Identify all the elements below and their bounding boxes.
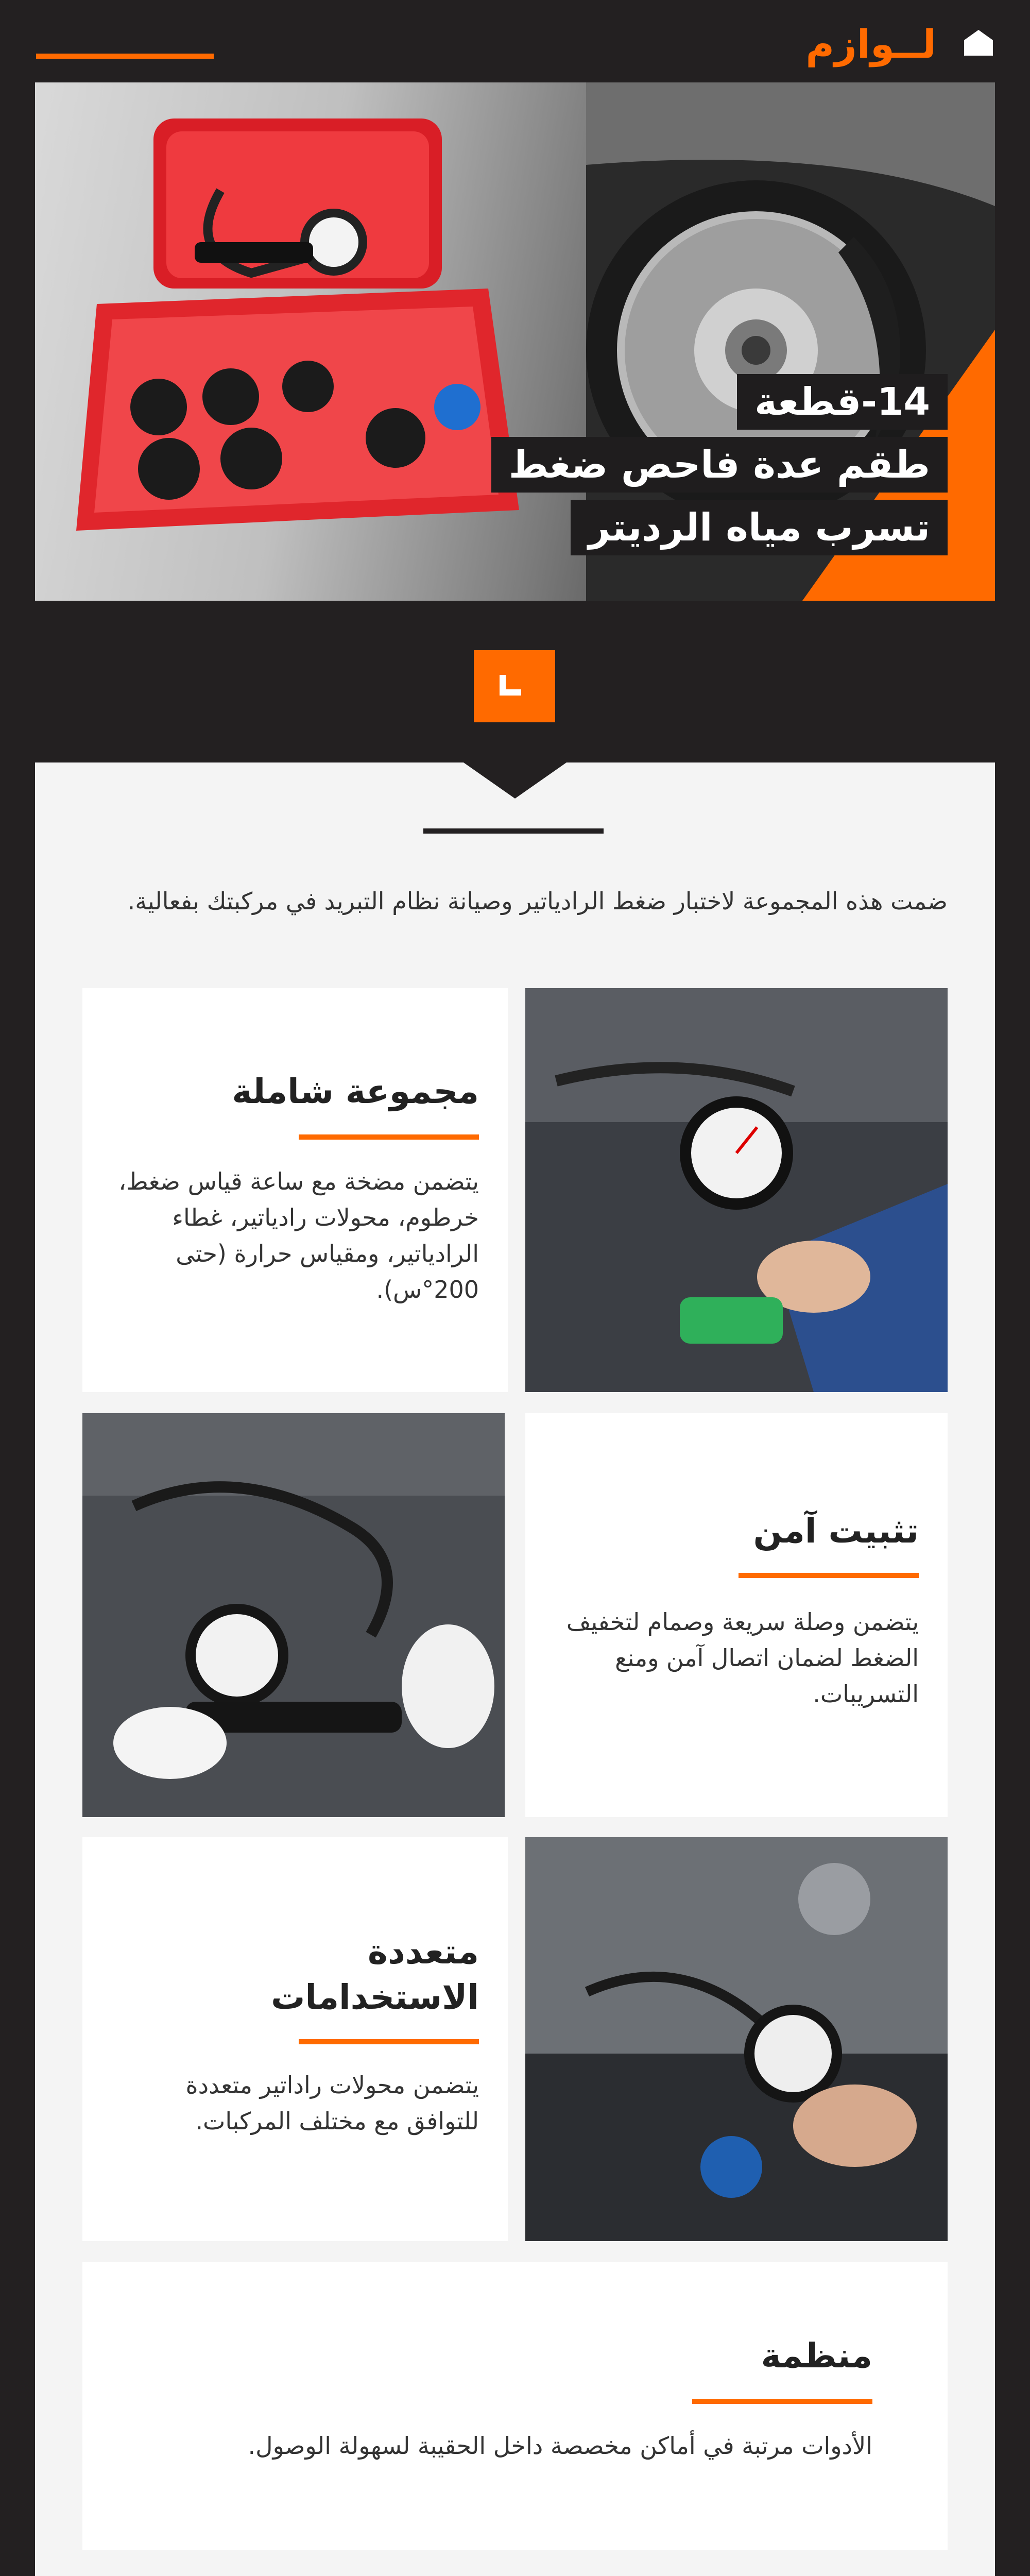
- intro-divider: [423, 828, 604, 834]
- panel-notch: [464, 762, 566, 799]
- feature-card-comprehensive: [82, 988, 508, 1392]
- feature-body: يتضمن محولات راداتير متعددة للتوافق مع مختلف المركبات.: [185, 2071, 479, 2135]
- feature-title-underline: [299, 2039, 479, 2044]
- intro-text: ضمت هذه المجموعة لاختبار ضغط الرادياتير وصيانة نظام التبريد في مركبتك بفعالية.: [127, 887, 948, 915]
- tool-case-illustration: [66, 118, 529, 567]
- feature-card-versatile: [82, 1837, 508, 2241]
- feature-title-underline: [739, 1573, 919, 1578]
- feature-title-line1: متعددة: [367, 1932, 479, 1972]
- section-badge: [474, 650, 555, 722]
- feature-title: تثبيت آمن: [753, 1511, 919, 1551]
- feature-title: مجموعة شاملة: [232, 1072, 479, 1111]
- feature-body: يتضمن وصلة سريعة وصمام لتخفيف الضغط لضمان اتصال آمن ومنع التسريبات.: [566, 1608, 919, 1708]
- feature-photo-radiator-test: [525, 1837, 948, 2241]
- hero-title-line2: طقم عدة فاحص ضغط: [491, 437, 948, 493]
- l-letter-icon: [500, 675, 521, 696]
- brand-logo: [742, 21, 994, 67]
- feature-photo-hand-pump: [82, 1413, 505, 1817]
- house-icon: [963, 29, 994, 57]
- hero-banner: [35, 82, 995, 601]
- feature-body: الأدوات مرتبة في أماكن مخصصة داخل الحقيبة لسهولة الوصول.: [248, 2432, 872, 2460]
- feature-title-line2: الاستخدامات: [271, 1977, 479, 2017]
- header-divider: [36, 54, 214, 59]
- brand-name: لــوازم: [805, 21, 936, 67]
- feature-card-organized: [82, 2262, 948, 2550]
- hero-title-line3: تسرب مياه الرديتر: [571, 500, 948, 555]
- feature-photo-engine-gauge: [525, 988, 948, 1392]
- feature-title: منظمة: [761, 2336, 872, 2376]
- feature-title-underline: [692, 2399, 872, 2404]
- feature-card-secure-fit: [525, 1413, 948, 1817]
- hero-title-line1: 14-قطعة: [737, 374, 948, 430]
- feature-body: يتضمن مضخة مع ساعة قياس ضغط، خرطوم، محولات رادياتير، غطاء الرادياتير، ومقياس حرارة (حتى 200°س).: [118, 1167, 479, 1303]
- feature-title-underline: [299, 1134, 479, 1140]
